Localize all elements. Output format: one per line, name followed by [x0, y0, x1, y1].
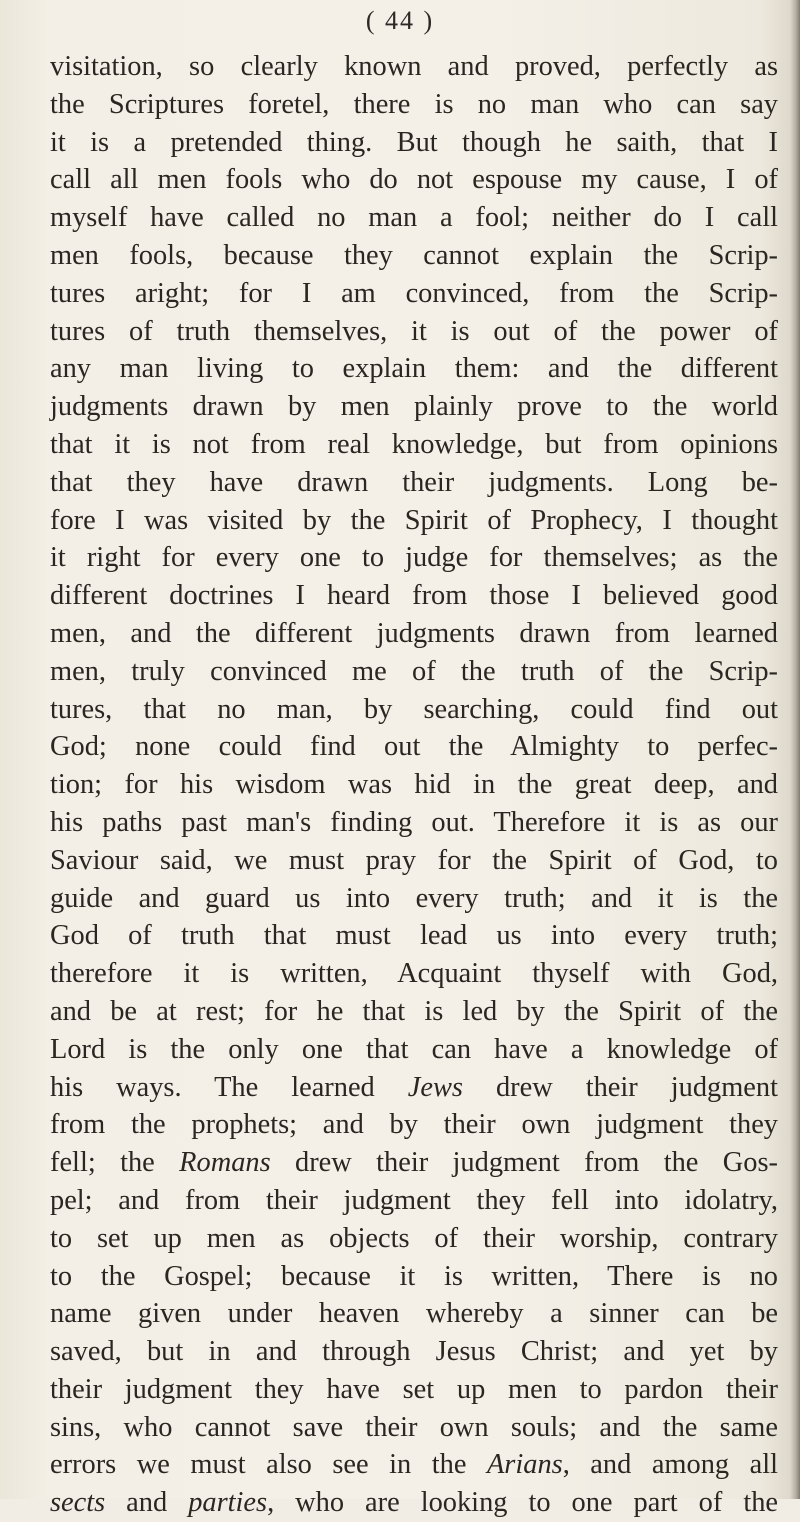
text-line: therefore it is written, Acquaint thyself with God, — [50, 958, 778, 990]
page-number-header: ( 44 ) — [365, 6, 435, 35]
text-line: tures of truth themselves, it is out of the power of — [50, 315, 778, 347]
text-line: errors we must also see in the Arians, and among all — [50, 1449, 779, 1481]
text-line: pel; and from their judgment they fell into idolatry, — [50, 1184, 778, 1216]
text-line: God; none could find out the Almighty to perfec- — [50, 731, 778, 763]
text-line: to set up men as objects of their worship, contrary — [50, 1222, 778, 1254]
text-line: from the prophets; and by their own judgment they — [50, 1109, 778, 1141]
text-line: Lord is the only one that can have a knowledge of — [50, 1033, 778, 1065]
text-line: it is a pretended thing. But though he saith, that I — [50, 126, 778, 158]
text-line: sins, who cannot save their own souls; and the same — [50, 1411, 778, 1443]
text-line: sects and parties, who are looking to one part of the — [50, 1487, 779, 1519]
text-line: his paths past man's finding out. Therefore it is as our — [50, 806, 778, 838]
text-line: men, and the different judgments drawn from learned — [50, 617, 778, 649]
text-line: myself have called no man a fool; neither do I call — [50, 202, 778, 234]
text-line: name given under heaven whereby a sinner can be — [50, 1298, 778, 1330]
text-line: guide and guard us into every truth; and it is the — [50, 882, 778, 914]
text-line: that they have drawn their judgments. Long be- — [50, 466, 778, 498]
text-line: fore I was visited by the Spirit of Prophecy, I thought — [50, 504, 778, 536]
text-line: judgments drawn by men plainly prove to the world — [50, 391, 778, 423]
text-line: men, truly convinced me of the truth of the Scrip- — [50, 655, 778, 687]
text-line: saved, but in and through Jesus Christ; and yet by — [50, 1336, 778, 1368]
text-line: God of truth that must lead us into every truth; — [50, 920, 778, 952]
text-line: any man living to explain them: and the different — [50, 353, 778, 385]
text-line: Saviour said, we must pray for the Spirit of God, to — [50, 844, 778, 876]
text-line: tures, that no man, by searching, could find out — [50, 693, 778, 725]
body-text — [50, 48, 778, 1522]
text-line: fell; the Romans drew their judgment from the Gos- — [50, 1147, 778, 1179]
text-line: that it is not from real knowledge, but from opinions — [50, 428, 778, 460]
text-line: the Scriptures foretel, there is no man who can say — [50, 88, 778, 120]
text-line: and be at rest; for he that is led by the Spirit of the — [50, 995, 778, 1027]
text-line: different doctrines I heard from those I believed good — [50, 580, 778, 612]
text-line: call all men fools who do not espouse my cause, I of — [50, 164, 778, 196]
text-line: their judgment they have set up men to pardon their — [50, 1373, 778, 1405]
text-line: visitation, so clearly known and proved, perfectly as — [50, 51, 778, 82]
page-edge-shadow — [790, 0, 800, 1499]
text-line: to the Gospel; because it is written, There is no — [50, 1260, 778, 1292]
text-line: his ways. The learned Jews drew their judgment — [50, 1071, 778, 1103]
text-line: tures aright; for I am convinced, from the Scrip- — [50, 277, 778, 309]
text-line: it right for every one to judge for themselves; as the — [50, 542, 778, 574]
text-line: men fools, because they cannot explain the Scrip- — [50, 239, 778, 271]
text-line: tion; for his wisdom was hid in the great deep, and — [50, 769, 778, 801]
